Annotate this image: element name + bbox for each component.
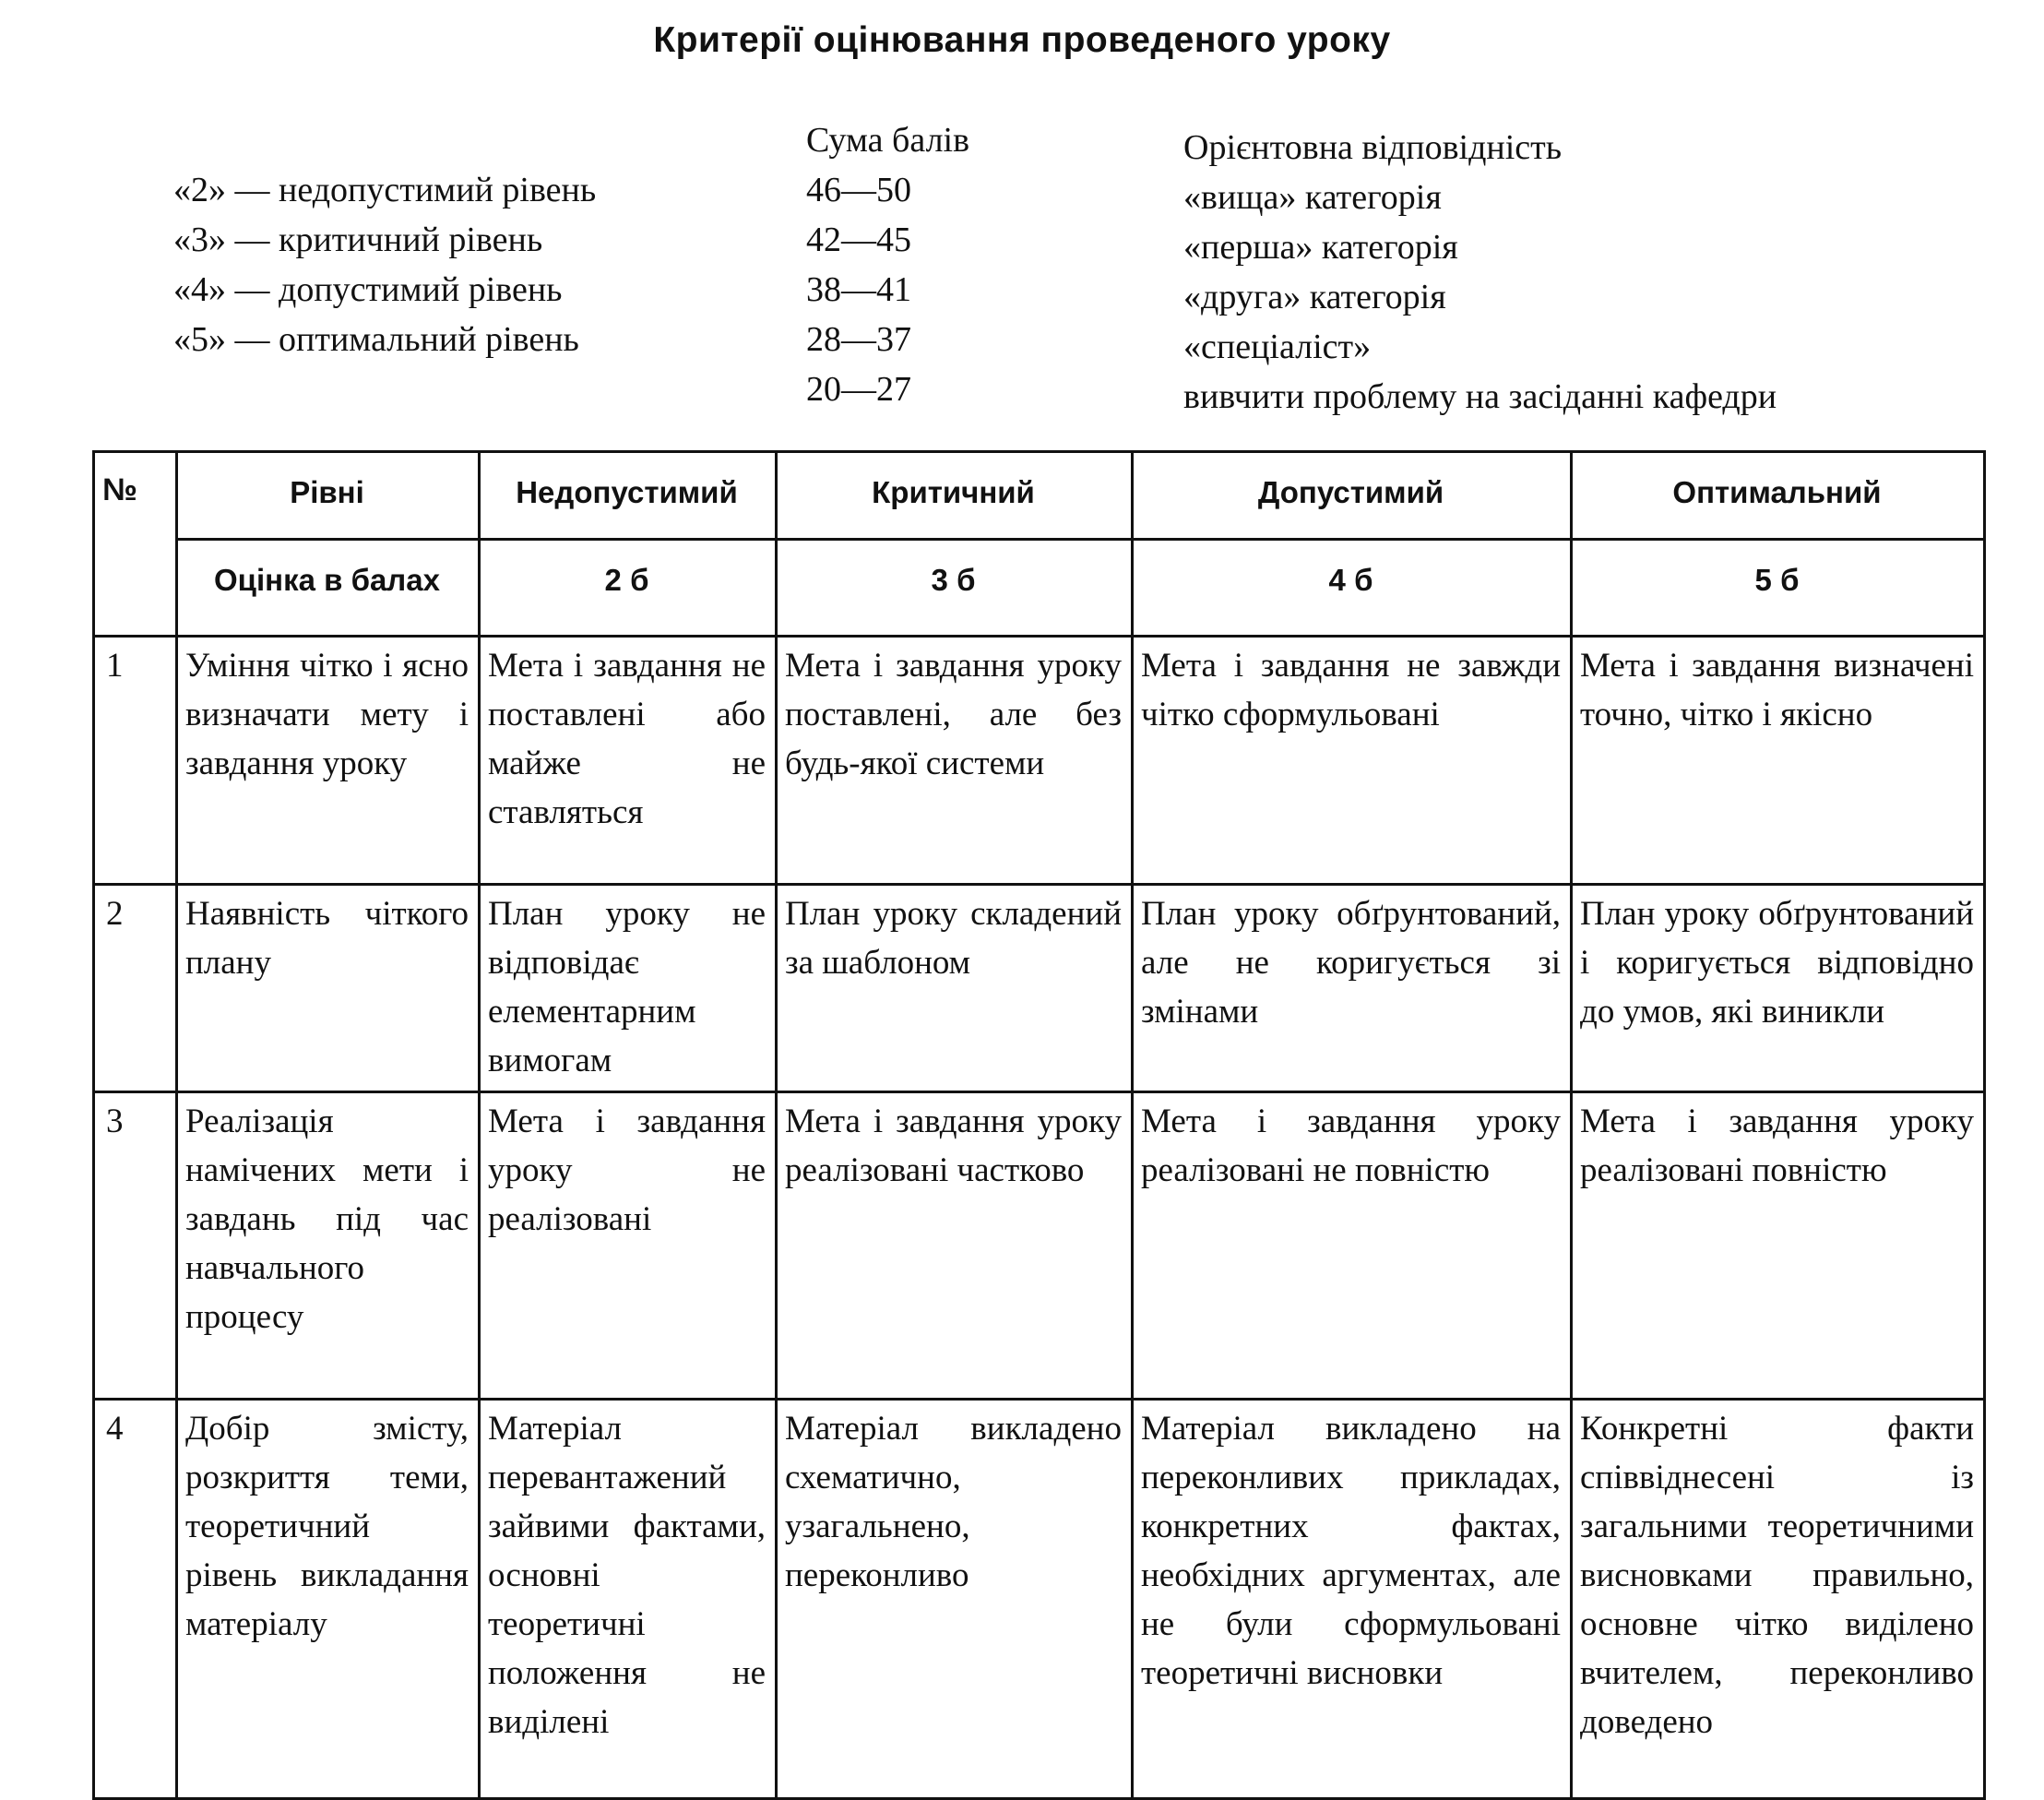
column-header: Критичний [777, 452, 1133, 540]
table-cell: Матеріал викладено на переконливих прикладах, конкретних фактах, необхідних аргументах, але не були сформульовані теоретичні висновки [1133, 1400, 1572, 1799]
criterion-cell: Реалізація намічених мети і завдань під час навчального процесу [177, 1092, 480, 1400]
sum-header: Сума балів [806, 121, 970, 160]
row-number: 1 [94, 637, 177, 885]
levels-header: Рівні [177, 452, 480, 540]
table-cell: Матеріал перевантажений зайвими фактами, основні теоретичні положення не виділені [480, 1400, 777, 1799]
row-number: 2 [94, 885, 177, 1092]
table-row [94, 1400, 1985, 1799]
table-cell: Мета і завдання уроку реалізовані повністю [1572, 1092, 1985, 1400]
level-item: «3» — критичний рівень [173, 221, 543, 259]
table-row [94, 1092, 1985, 1400]
score-header: Оцінка в балах [177, 540, 480, 637]
table-cell: Мета і завдання не поставлені або майже не ставляться [480, 637, 777, 885]
table-header-row [94, 452, 1985, 540]
table-cell: Мета і завдання уроку поставлені, але без будь-якої системи [777, 637, 1133, 885]
sum-item: 46—50 [806, 171, 911, 209]
table-cell: План уроку не відповідає елементарним вимогам [480, 885, 777, 1092]
sum-item: 20—27 [806, 370, 911, 409]
criterion-cell: Наявність чіткого плану [177, 885, 480, 1092]
score-value: 5 б [1572, 540, 1985, 637]
score-value: 3 б [777, 540, 1133, 637]
criterion-cell: Добір змісту, розкриття теми, теоретичний рівень викладання матеріалу [177, 1400, 480, 1799]
table-cell: План уроку обґрунтований, але не коригується зі змінами [1133, 885, 1572, 1092]
table-cell: Мета і завдання визначені точно, чітко і якісно [1572, 637, 1985, 885]
sum-item: 38—41 [806, 270, 911, 309]
row-number: 3 [94, 1092, 177, 1400]
levels-list [173, 165, 596, 364]
correspondence-item: «вища» категорія [1183, 178, 1442, 217]
column-header: Оптимальний [1572, 452, 1985, 540]
table-cell: План уроку обґрунтований і коригується відповідно до умов, які виникли [1572, 885, 1985, 1092]
criterion-cell: Уміння чітко і ясно визначати мету і завдання уроку [177, 637, 480, 885]
table-score-row [94, 540, 1985, 637]
criteria-table [92, 450, 1986, 1800]
sum-item: 42—45 [806, 221, 911, 259]
row-number: 4 [94, 1400, 177, 1799]
column-header: Недопустимий [480, 452, 777, 540]
correspondence-item: «друга» категорія [1183, 278, 1446, 316]
table-row [94, 885, 1985, 1092]
sums-list [806, 115, 969, 414]
table-cell: План уроку складений за шаблоном [777, 885, 1133, 1092]
table-cell: Мета і завдання уроку не реалізовані [480, 1092, 777, 1400]
column-header: Допустимий [1133, 452, 1572, 540]
correspondence-list [1183, 123, 1777, 422]
table-cell: Мета і завдання уроку реалізовані не повністю [1133, 1092, 1572, 1400]
correspondence-item: вивчити проблему на засіданні кафедри [1183, 377, 1777, 416]
table-row [94, 637, 1985, 885]
level-item: «4» — допустимий рівень [173, 270, 563, 309]
table-cell: Конкретні факти співвіднесені із загальними теоретичними висновками правильно, основне чітко виділено вчителем, переконливо доведено [1572, 1400, 1985, 1799]
number-header: № [94, 452, 177, 637]
grading-legend [0, 115, 2044, 420]
level-item: «2» — недопустимий рівень [173, 171, 597, 209]
correspondence-header: Орієнтовна відповідність [1183, 128, 1563, 167]
table-cell: Мета і завдання не завжди чітко сформульовані [1133, 637, 1572, 885]
table-cell: Матеріал викладено схематично, узагальнено, переконливо [777, 1400, 1133, 1799]
correspondence-item: «спеціаліст» [1183, 328, 1372, 366]
page-title: Критерії оцінювання проведеного уроку [653, 20, 1391, 60]
score-value: 2 б [480, 540, 777, 637]
table-cell: Мета і завдання уроку реалізовані частково [777, 1092, 1133, 1400]
level-item: «5» — оптимальний рівень [173, 320, 579, 359]
sum-item: 28—37 [806, 320, 911, 359]
score-value: 4 б [1133, 540, 1572, 637]
correspondence-item: «перша» категорія [1183, 228, 1458, 267]
